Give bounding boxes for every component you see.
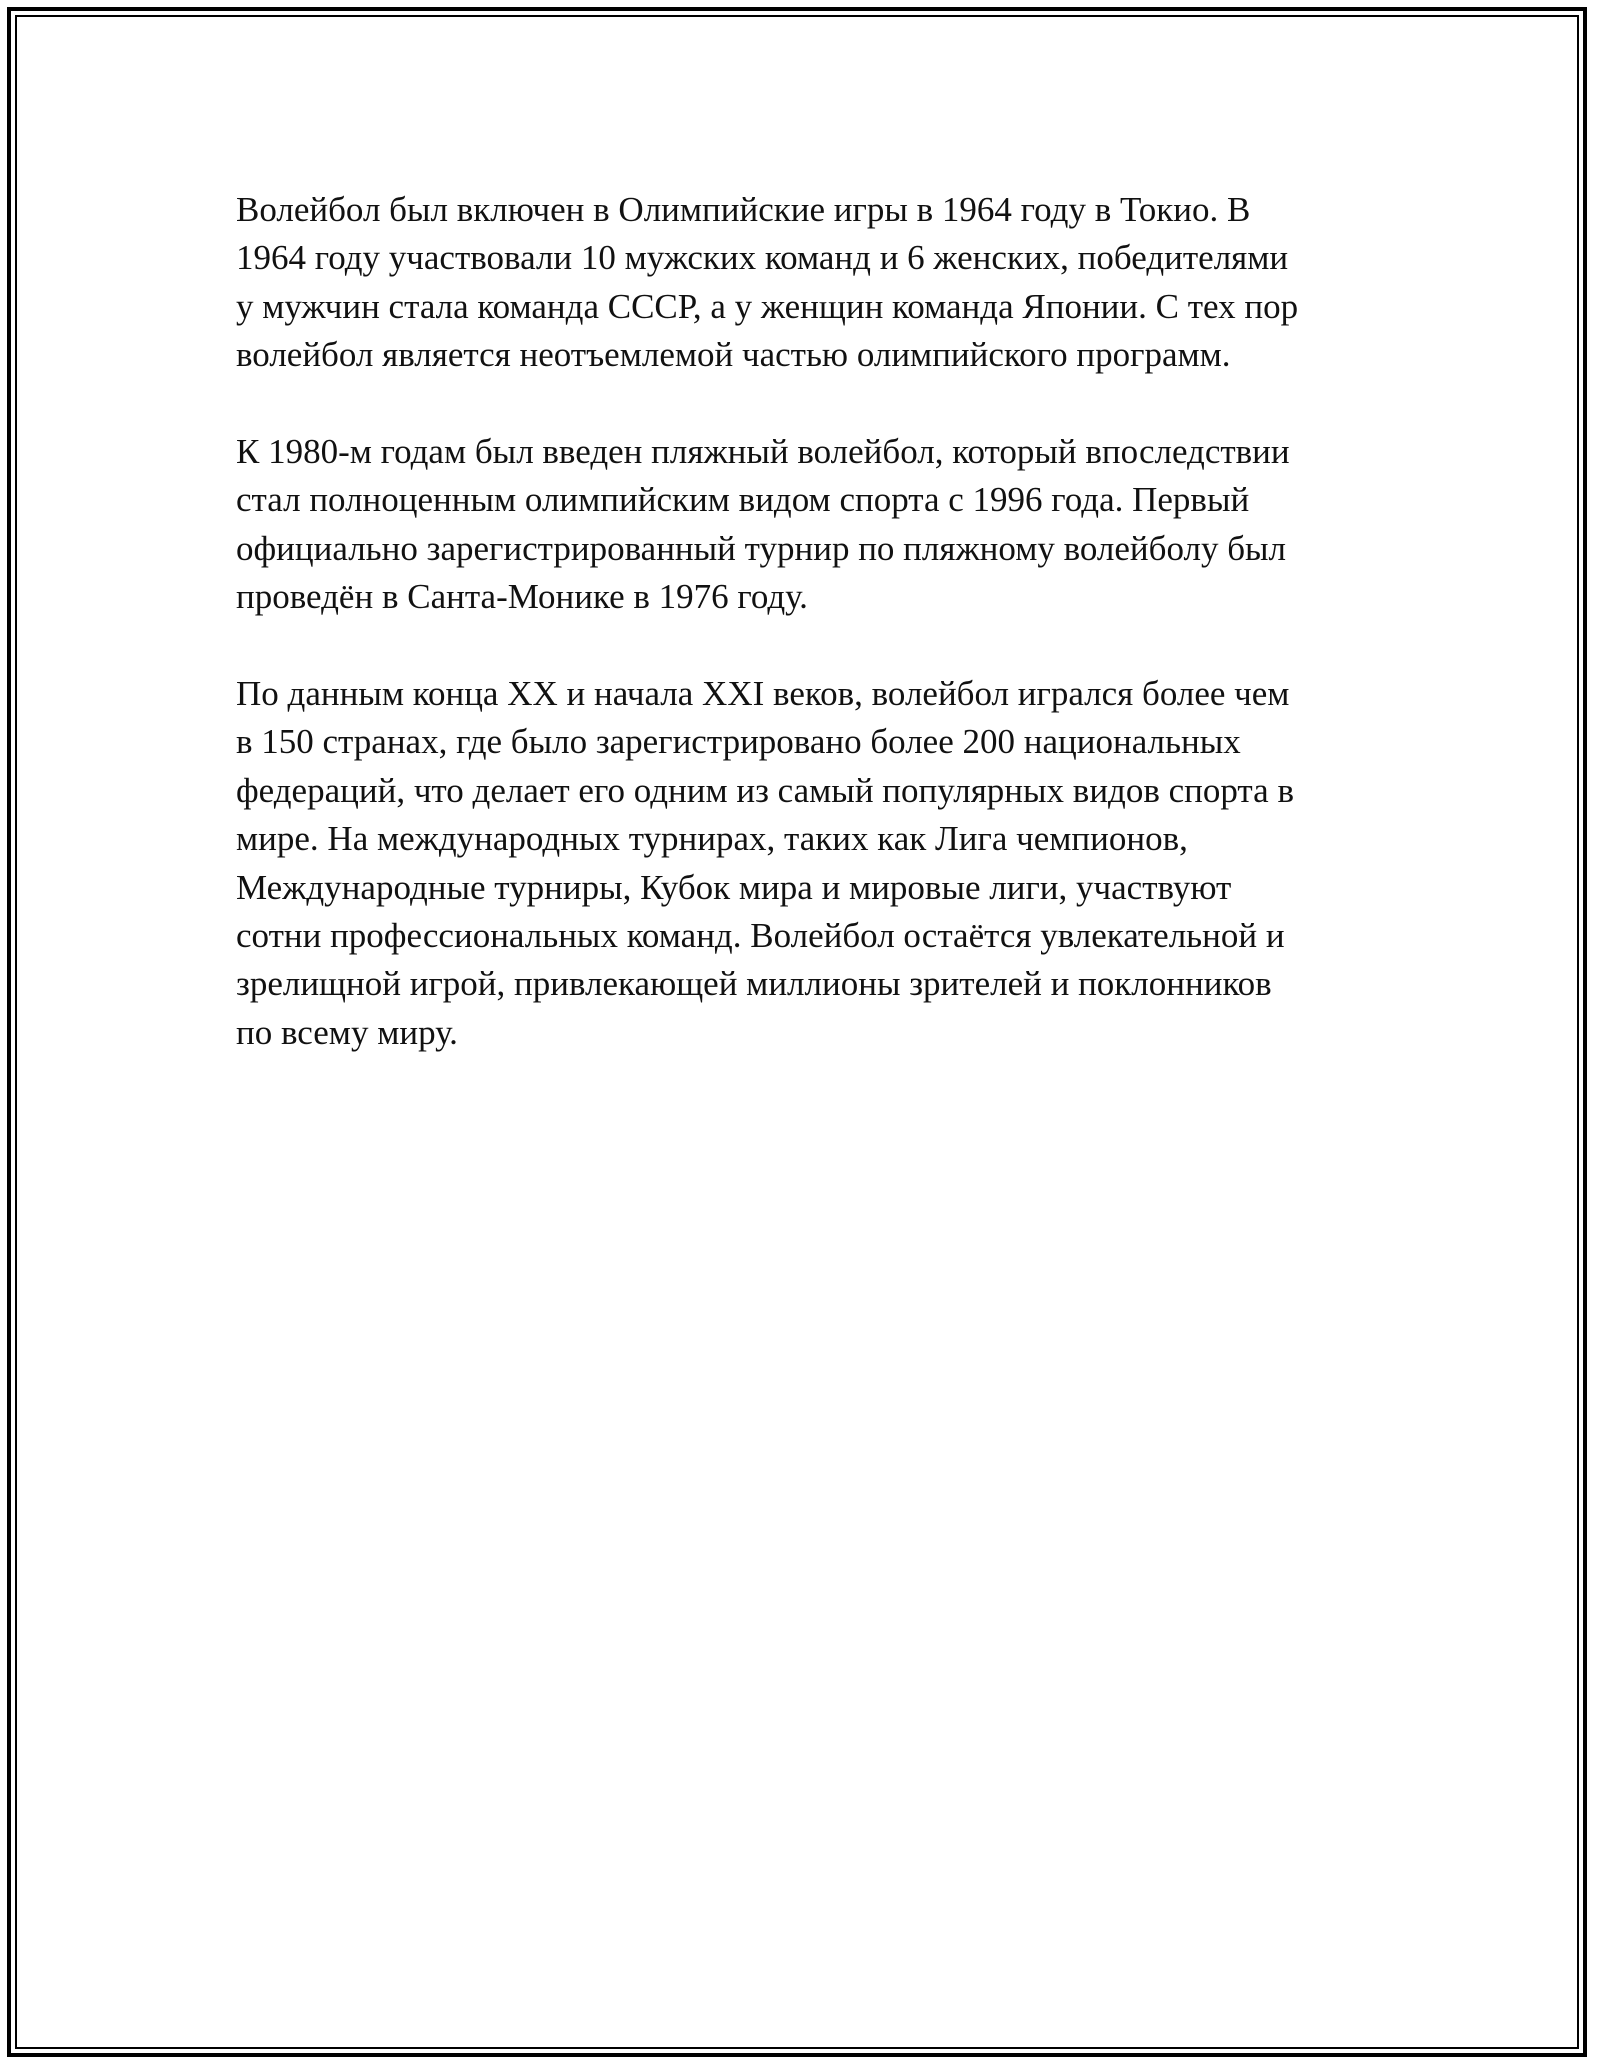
- paragraph-olympics-1964: Волейбол был включен в Олимпийские игры в 1964 году в Токио. В 1964 году участвовали 10 мужских команд и 6 женских, победителями у мужчин стала команда СССР, а у женщин команда Японии. С тех пор волейбол является неотъемлемой частью олимпийского программ.: [236, 190, 1299, 375]
- paragraph-beach-volleyball: К 1980-м годам был введен пляжный волейбол, который впоследствии стал полноценным олимпийским видом спорта с 1996 года. Первый официально зарегистрированный турнир по пляжному волейболу был проведён в Санта-Монике в 1976 году.: [236, 432, 1290, 617]
- document-body: [236, 186, 1366, 1057]
- paragraph-global-popularity: По данным конца XX и начала XXI веков, волейбол игрался более чем в 150 странах, где было зарегистрировано более 200 национальных федераций, что делает его одним из самый популярных видов спорта в мире. На международных турнирах, таких как Лига чемпионов, Международные турниры, Кубок мира и мировые лиги, участвуют сотни профессиональных команд. Волейбол остаётся увлекательной и зрелищной игрой, привлекающей миллионы зрителей и поклонников по всему миру.: [236, 674, 1294, 1052]
